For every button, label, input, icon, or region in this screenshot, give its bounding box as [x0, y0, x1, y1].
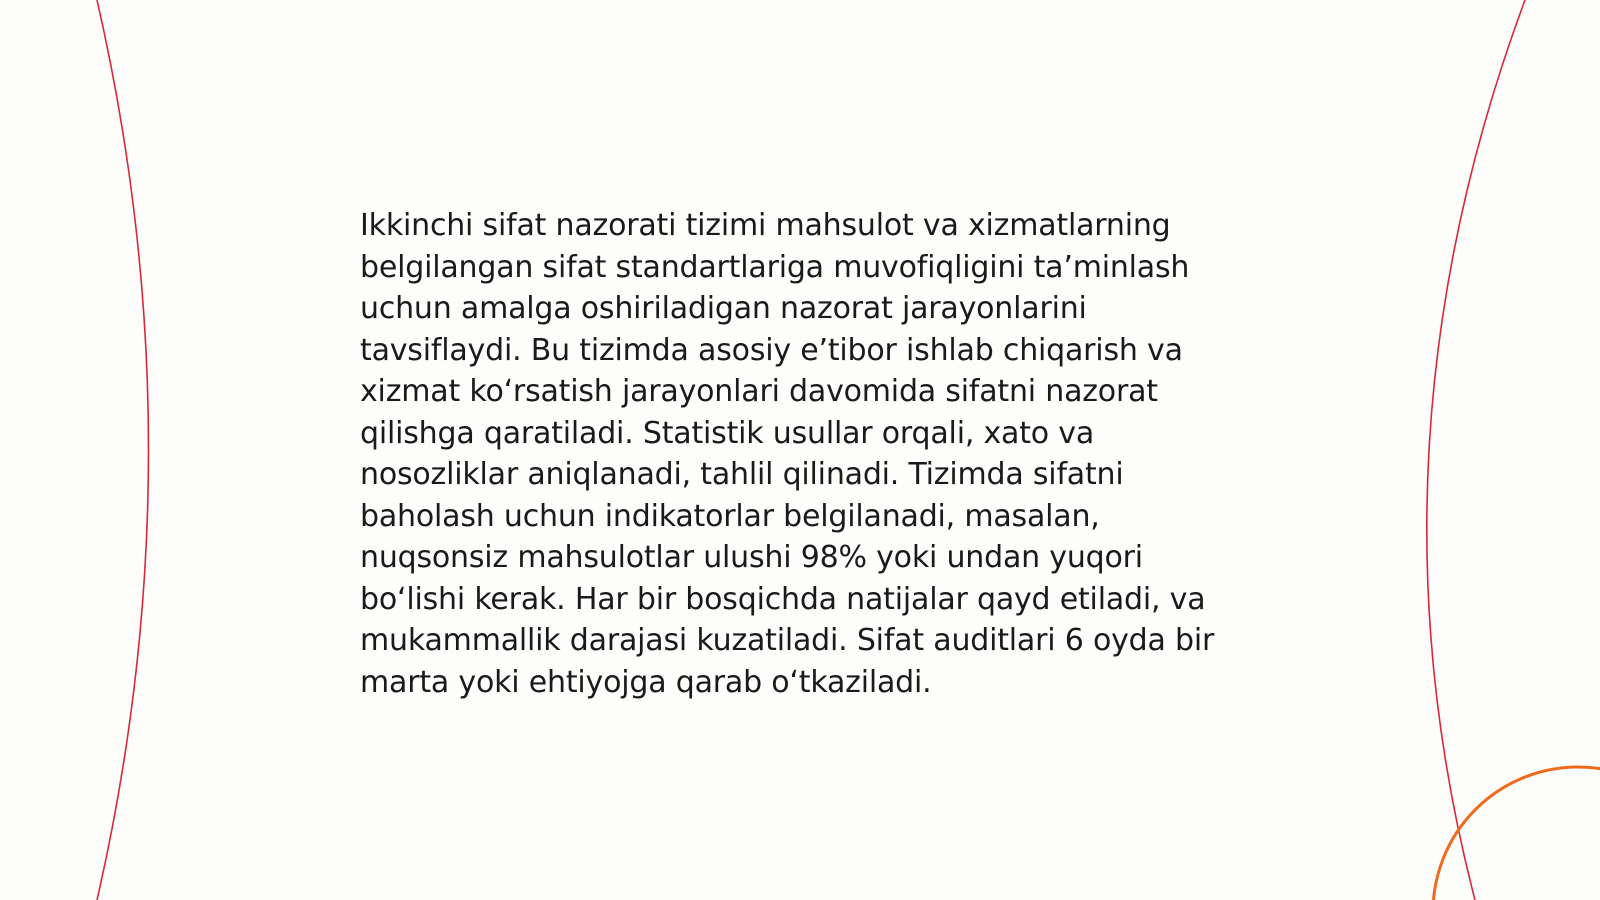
right-red-curve	[1427, 0, 1525, 900]
left-red-curve	[97, 0, 149, 900]
slide-body-paragraph: Ikkinchi sifat nazorati tizimi mahsulot va xizmatlarning belgilangan sifat standartlariga muvofiqligini ta’minlash uchun amalga oshiriladigan nazorat jarayonlarini tavsiflaydi. Bu tizimda asosiy e’tibor ishlab chiqarish va xizmat ko‘rsatish jarayonlari davomida sifatni nazorat qilishga qaratiladi. Statistik usullar orqali, xato va nosozliklar aniqlanadi, tahlil qilinadi. Tizimda sifatni baholash uchun indikatorlar belgilanadi, masalan, nuqsonsiz mahsulotlar ulushi 98% yoki undan yuqori bo‘lishi kerak. Har bir bosqichda natijalar qayd etiladi, va mukammallik darajasi kuzatiladi. Sifat auditlari 6 oyda bir marta yoki ehtiyojga qarab o‘tkaziladi.	[360, 208, 1215, 700]
orange-circle-arc	[1433, 767, 1600, 900]
